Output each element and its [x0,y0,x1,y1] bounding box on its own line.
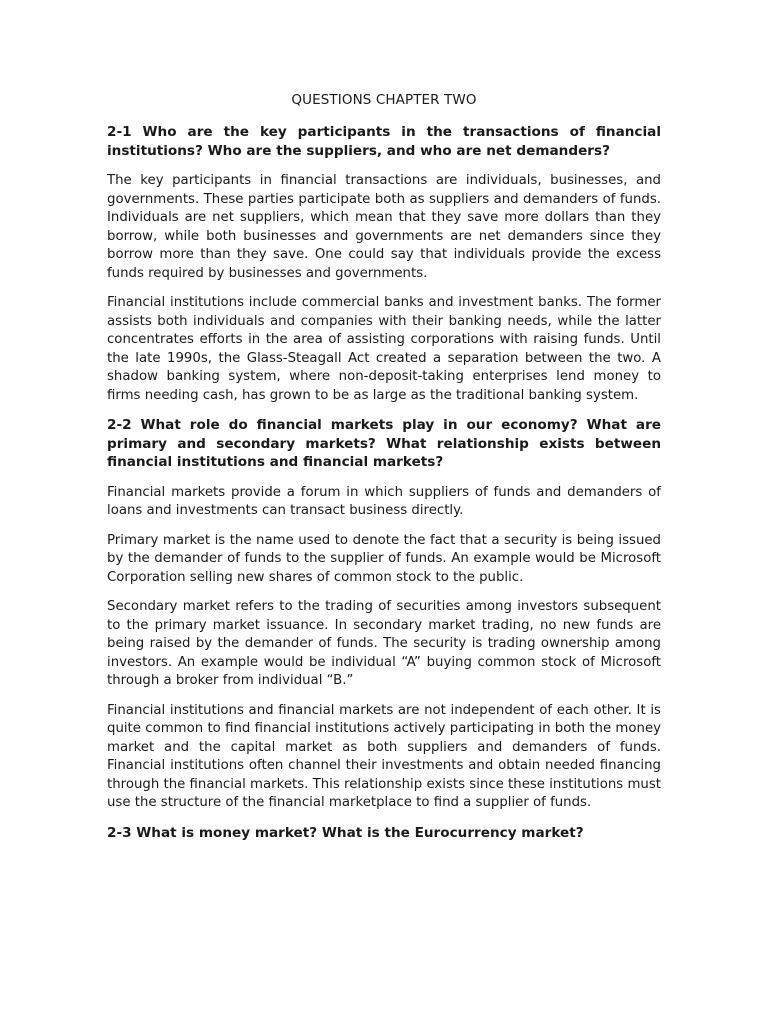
answer-paragraph: The key participants in financial transactions are individuals, businesses, and governments. These parties participate both as suppliers and demanders of funds. Individuals are net suppliers, which mean that they save more dollars than they borrow, while both businesses and governments are net demanders since they borrow more than they save. One could say that individuals provide the excess funds required by businesses and governments. [107,173,661,281]
document-title: QUESTIONS CHAPTER TWO [291,92,477,108]
answer-paragraph: Secondary market refers to the trading of securities among investors subsequent to the primary market issuance. In secondary market trading, no new funds are being raised by the demander of funds. The security is trading ownership among investors. An example would be individual “A” buying common stock of Microsoft through a broker from individual “B.” [107,599,661,689]
question-2-1: 2-1 Who are the key participants in the transactions of financial institutions? Who are the suppliers, and who are net demanders? [107,124,661,159]
section-2-2 [107,416,661,813]
answer-paragraph: Primary market is the name used to denote the fact that a security is being issued by the demander of funds to the supplier of funds. An example would be Microsoft Corporation selling new shares of common stock to the public. [107,532,661,585]
question-2-3: 2-3 What is money market? What is the Eurocurrency market? [107,824,584,841]
section-2-1 [107,123,661,405]
answer-paragraph: Financial institutions and financial markets are not independent of each other. It is quite common to find financial institutions actively participating in both the money market and the capital market as both suppliers and demanders of funds. Financial institutions often channel their investments and obtain needed financing through the financial markets. This relationship exists since these institutions must use the structure of the financial marketplace to find a supplier of funds. [107,702,661,811]
answer-paragraph: Financial institutions include commercial banks and investment banks. The former assists both individuals and companies with their banking needs, while the latter concentrates efforts in the area of assisting corporations with raising funds. Until the late 1990s, the Glass-Steagall Act created a separation between the two. A shadow banking system, where non-deposit-taking enterprises lend money to firms needing cash, has grown to be as large as the traditional banking system. [107,295,661,403]
section-2-3 [107,824,661,843]
answer-paragraph: Financial markets provide a forum in which suppliers of funds and demanders of loans and investments can transact business directly. [107,484,661,519]
question-2-2: 2-2 What role do financial markets play in our economy? What are primary and secondary markets? What relationship exists between financial institutions and financial markets? [107,417,661,471]
